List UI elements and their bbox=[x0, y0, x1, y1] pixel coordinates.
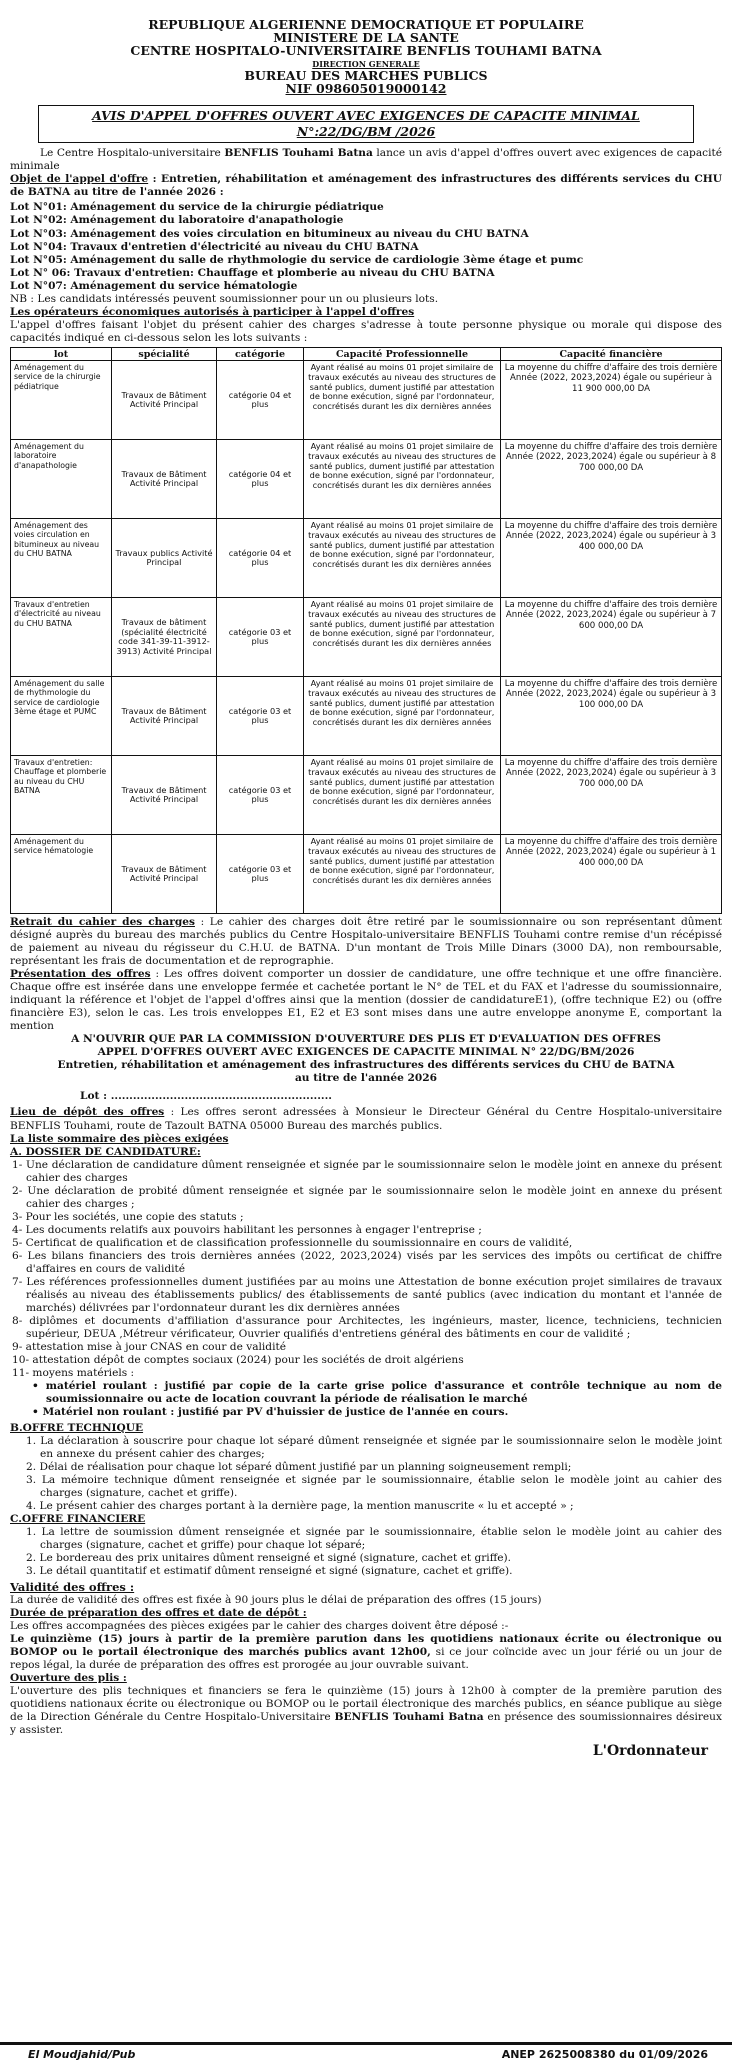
envelope-mention bbox=[10, 1033, 722, 1103]
cell-categorie: catégorie 04 et plus bbox=[217, 440, 304, 519]
duree-label: Durée de préparation des offres et date de dépôt : bbox=[10, 1607, 307, 1620]
mention-lot-line: Lot : ............................................................ bbox=[80, 1090, 332, 1103]
list-item: 1. La déclaration à souscrire pour chaque lot séparé dûment renseignée et signée par le soumissionnaire selon le modèle joint en annexe du présent cahier des charges; bbox=[26, 1434, 722, 1460]
objet-label: Objet de l'appel d'offre bbox=[10, 173, 149, 186]
notice-page bbox=[10, 18, 722, 1759]
list-item: 3. La mémoire technique dûment renseignée et signée par le soumissionnaire, établie selon le modèle joint au cahier des charges (signature, cachet et griffe). bbox=[26, 1473, 722, 1499]
duree-text-2: si ce jour coïncide avec un jour férié ou un jour de repos légal, la durée de préparation des offres est prorogée au jour ouvrable suivant. bbox=[10, 1646, 723, 1672]
header-direction: DIRECTION GENERALE bbox=[312, 59, 420, 70]
header-republic: REPUBLIQUE ALGERIENNE DEMOCRATIQUE ET POPULAIRE bbox=[148, 17, 584, 32]
header-hospital: CENTRE HOSPITALO-UNIVERSITAIRE BENFLIS TOUHAMI BATNA bbox=[130, 43, 602, 59]
ouverture-paragraph bbox=[10, 1685, 722, 1737]
footer-publication: El Moudjahid/Pub bbox=[28, 2048, 136, 2061]
cell-capacite-pro: Ayant réalisé au moins 01 projet similaire de travaux exécutés au niveau des structures de santé publics, dument justifié par attestation de bonne exécution, signé par l'ordonnateur, concrétisés durant les dix dernières années bbox=[304, 677, 501, 756]
list-item: • matériel roulant : justifié par copie de la carte grise police d'assurance et contrôle technique au nom de soumissionnaire ou acte de location couvrant la période de réalisation le marché bbox=[32, 1379, 722, 1405]
header-ministry: MINISTERE DE LA SANTE bbox=[273, 30, 459, 46]
operateurs-label: Les opérateurs économiques autorisés à participer à l'appel d'offres bbox=[10, 306, 415, 319]
cell-capacite-fin: La moyenne du chiffre d'affaire des trois dernière Année (2022, 2023,2024) égale ou supérieur à 1 400 000,00 DA bbox=[501, 835, 722, 914]
ouverture-text: L'ouverture des plis techniques et financiers se fera le quinzième (15) jours à 12h00 à compter de la première parution des quotidiens nationaux écrite ou électronique ou BOMOP ou le portail électronique des marchés publics, en séance publique au siège de la Direction Générale du Centre Hospitalo-Universitaire bbox=[10, 1685, 722, 1724]
presentation-label: Présentation des offres bbox=[10, 968, 151, 981]
list-item: • Matériel non roulant : justifié par PV d'huissier de justice de l'année en cours. bbox=[32, 1405, 509, 1418]
cell-capacite-fin: La moyenne du chiffre d'affaire des trois dernière Année (2022, 2023,2024) égale ou supérieur à 8 700 000,00 DA bbox=[501, 440, 722, 519]
table-row bbox=[11, 677, 722, 756]
col-capacite-pro: Capacité Professionnelle bbox=[304, 348, 501, 361]
objet-paragraph bbox=[10, 173, 722, 199]
list-item: 6- Les bilans financiers des trois dernières années (2022, 2023,2024) visés par les services des impôts ou certificat de chiffre d'affaires en cours de validité bbox=[12, 1249, 722, 1275]
header-nif: NIF 098605019000142 bbox=[285, 80, 447, 96]
ordonnateur-signature: L'Ordonnateur bbox=[592, 1743, 708, 1760]
presentation-text: : Les offres doivent comporter un dossier de candidature, une offre technique et une offre financière. Chaque offre est insérée dans une enveloppe fermée et cachetée portant le N° de TEL et du FAX et l'adresse du soumissionnaire, indiquant la référence et l'objet de l'appel d'offres ainsi que la mention (dossier de candidatureE1), (offre technique E2) ou (offre financière E3), selon le cas. Les trois enveloppes E1, E2 et E3 sont mises dans une autre enveloppe anonyme E, comportant la mention bbox=[10, 968, 722, 1033]
cell-categorie: catégorie 04 et plus bbox=[217, 361, 304, 440]
cell-categorie: catégorie 03 et plus bbox=[217, 835, 304, 914]
cell-capacite-pro: Ayant réalisé au moins 01 projet similaire de travaux exécutés au niveau des structures de santé publics, dument justifié par attestation de bonne exécution, signé par l'ordonnateur, concrétisés durant les dix dernières années bbox=[304, 440, 501, 519]
list-item: 9- attestation mise à jour CNAS en cour de validité bbox=[12, 1340, 286, 1353]
list-item: 2- Une déclaration de probité dûment renseignée et signée par le soumissionnaire selon le modèle joint en annexe du présent cahier des charges ; bbox=[12, 1184, 722, 1210]
duree-text: Les offres accompagnées des pièces exigées par le cahier des charges doivent être déposé :- bbox=[10, 1620, 509, 1633]
header-bureau: BUREAU DES MARCHES PUBLICS bbox=[244, 67, 488, 83]
list-item: 3. Le détail quantitatif et estimatif dûment renseigné et signé (signature, cachet et griffe). bbox=[26, 1565, 513, 1578]
table-header-row bbox=[11, 348, 722, 361]
col-lot: lot bbox=[11, 348, 112, 361]
col-specialite: spécialité bbox=[112, 348, 217, 361]
document-header bbox=[10, 18, 722, 95]
intro-paragraph bbox=[10, 147, 722, 173]
mention-line: A N'OUVRIR QUE PAR LA COMMISSION D'OUVERTURE DES PLIS ET D'EVALUATION DES OFFRES bbox=[71, 1033, 661, 1046]
operateurs-text: L'appel d'offres faisant l'objet du présent cahier des charges s'adresse à toute personne physique ou morale qui dispose des capacités indiqué en ci-dessous selon les lots suivants : bbox=[10, 319, 722, 345]
nb-note: NB : Les candidats intéressés peuvent soumissionner pour un ou plusieurs lots. bbox=[10, 293, 439, 306]
ouverture-hospital: BENFLIS Touhami Batna bbox=[334, 1711, 484, 1724]
bullet-icon: • bbox=[32, 1405, 43, 1418]
list-item: Lot N°03: Aménagement des voies circulation en bitumineux au niveau du CHU BATNA bbox=[10, 227, 529, 240]
list-item: Lot N°07: Aménagement du service hématologie bbox=[10, 280, 298, 293]
cell-capacite-fin: La moyenne du chiffre d'affaire des trois dernière Année (2022, 2023,2024) égale ou supérieur à 7 600 000,00 DA bbox=[501, 598, 722, 677]
cell-capacite-fin: La moyenne du chiffre d'affaire des trois dernière Année (2022, 2023,2024) égale ou supérieur à 3 100 000,00 DA bbox=[501, 677, 722, 756]
duree-paragraph bbox=[10, 1633, 722, 1672]
table-row bbox=[11, 361, 722, 440]
list-item: Lot N°05: Aménagement du salle de rhythmologie du service de cardiologie 3ème étage et pumc bbox=[10, 253, 584, 266]
cell-capacite-fin: La moyenne du chiffre d'affaire des trois dernière Année (2022, 2023,2024) égale ou supérieur à 3 400 000,00 DA bbox=[501, 519, 722, 598]
cell-lot: Aménagement du salle de rhythmologie du service de cardiologie 3ème étage et PUMC bbox=[11, 677, 112, 756]
intro-hospital-name: BENFLIS Touhami Batna bbox=[224, 147, 373, 160]
cell-capacite-pro: Ayant réalisé au moins 01 projet similaire de travaux exécutés au niveau des structures de santé publics, dument justifié par attestation de bonne exécution, signé par l'ordonnateur, concrétisés durant les dix dernières années bbox=[304, 756, 501, 835]
dossier-list bbox=[10, 1159, 722, 1419]
list-item: Lot N°02: Aménagement du laboratoire d'anapathologie bbox=[10, 214, 344, 227]
list-item: Lot N°01: Aménagement du service de la chirurgie pédiatrique bbox=[10, 201, 384, 214]
lot-list bbox=[10, 201, 722, 293]
list-item: 1- Une déclaration de candidature dûment renseignée et signée par le soumissionnaire selon le modèle joint en annexe du présent cahier des charges bbox=[12, 1158, 722, 1184]
cell-categorie: catégorie 03 et plus bbox=[217, 677, 304, 756]
list-item: 2. Délai de réalisation pour chaque lot séparé dûment justifié par un planning soigneusement rempli; bbox=[26, 1460, 572, 1473]
page-footer bbox=[0, 2042, 732, 2065]
cell-specialite: Travaux de Bâtiment Activité Principal bbox=[112, 756, 217, 835]
cell-capacite-fin: La moyenne du chiffre d'affaire des trois dernière Année (2022, 2023,2024) égale ou supérieur à 11 900 000,00 DA bbox=[501, 361, 722, 440]
list-item: 1. La lettre de soumission dûment renseignée et signée par le soumissionnaire, établie selon le modèle joint au cahier des charges (signature, cachet et griffe) pour chaque lot séparé; bbox=[26, 1525, 722, 1551]
technique-list bbox=[10, 1435, 722, 1513]
retrait-label: Retrait du cahier des charges bbox=[10, 916, 195, 929]
retrait-paragraph bbox=[10, 916, 722, 968]
cell-capacite-fin: La moyenne du chiffre d'affaire des trois dernière Année (2022, 2023,2024) égale ou supérieur à 3 700 000,00 DA bbox=[501, 756, 722, 835]
list-item: 2. Le bordereau des prix unitaires dûment renseigné et signé (signature, cachet et griffe). bbox=[26, 1552, 511, 1565]
notice-title-box bbox=[38, 105, 694, 143]
validite-text: La durée de validité des offres est fixée à 90 jours plus le délai de préparation des offres (15 jours) bbox=[10, 1594, 542, 1607]
objet-text: : Entretien, réhabilitation et aménagement des infrastructures des différents services du CHU de BATNA au titre de l'année 2026 : bbox=[10, 173, 723, 199]
table-row bbox=[11, 598, 722, 677]
col-categorie: catégorie bbox=[217, 348, 304, 361]
table-row bbox=[11, 440, 722, 519]
table-row bbox=[11, 756, 722, 835]
list-item: Lot N°04: Travaux d'entretien d'électricité au niveau du CHU BATNA bbox=[10, 240, 419, 253]
presentation-paragraph bbox=[10, 968, 722, 1033]
cell-specialite: Travaux de Bâtiment Activité Principal bbox=[112, 361, 217, 440]
cell-lot: Travaux d'entretien: Chauffage et plomberie au niveau du CHU BATNA bbox=[11, 756, 112, 835]
cell-lot: Aménagement des voies circulation en bitumineux au niveau du CHU BATNA bbox=[11, 519, 112, 598]
list-item: 3- Pour les sociétés, une copie des statuts ; bbox=[12, 1210, 244, 1223]
validite-label: Validité des offres : bbox=[10, 1580, 135, 1595]
mention-line: Entretien, réhabilitation et aménagement des infrastructures des différents services du CHU de BATNA bbox=[57, 1059, 675, 1072]
table-row bbox=[11, 835, 722, 914]
cell-specialite: Travaux de Bâtiment Activité Principal bbox=[112, 677, 217, 756]
lieu-paragraph bbox=[10, 1106, 722, 1132]
list-item: 11- moyens matériels : bbox=[12, 1366, 135, 1379]
list-item: 5- Certificat de qualification et de classification professionnelle du soumissionnaire en cours de validité, bbox=[12, 1236, 573, 1249]
intro-text: Le Centre Hospitalo-universitaire bbox=[40, 147, 225, 160]
bullet-icon: • bbox=[32, 1379, 46, 1392]
financiere-title: C.OFFRE FINANCIERE bbox=[10, 1512, 146, 1525]
cell-specialite: Travaux de Bâtiment Activité Principal bbox=[112, 835, 217, 914]
list-item: 8- diplômes et documents d'affiliation d'assurance pour Architectes, les ingénieurs, master, licence, techniciens, technicien supérieur, DEUA ,Métreur vérificateur, Ouvrier qualifiés d'entretiens général des bâtiments en cour de validité ; bbox=[12, 1314, 722, 1340]
lieu-text: : Les offres seront adressées à Monsieur le Directeur Général du Centre Hospitalo-universitaire BENFLIS Touhami, route de Tazoult BATNA 05000 Bureau des marchés publics. bbox=[10, 1106, 722, 1132]
notice-number: N°:22/DG/BM /2026 bbox=[296, 123, 436, 139]
list-item: 4. Le présent cahier des charges portant à la dernière page, la mention manuscrite « lu et accepté » ; bbox=[26, 1499, 574, 1512]
ouverture-label: Ouverture des plis : bbox=[10, 1672, 127, 1685]
cell-lot: Aménagement du service hématologie bbox=[11, 835, 112, 914]
list-item: Lot N° 06: Travaux d'entretien: Chauffage et plomberie au niveau du CHU BATNA bbox=[10, 266, 495, 279]
cell-lot: Travaux d'entretien d'électricité au niveau du CHU BATNA bbox=[11, 598, 112, 677]
duree-deadline: Le quinzième (15) jours à partir de la première parution dans les quotidiens nationaux écrite ou électronique ou BOMOP ou le portail électronique des marchés publics avant 12h00, bbox=[10, 1633, 722, 1659]
list-item: 10- attestation dépôt de comptes sociaux (2024) pour les sociétés de droit algériens bbox=[12, 1353, 464, 1366]
ouverture-text-2: en présence des soumissionnaires désireux y assister. bbox=[10, 1711, 722, 1737]
lieu-label: Lieu de dépôt des offres bbox=[10, 1106, 165, 1119]
cell-categorie: catégorie 04 et plus bbox=[217, 519, 304, 598]
dossier-title: A. DOSSIER DE CANDIDATURE: bbox=[10, 1145, 201, 1158]
cell-specialite: Travaux publics Activité Principal bbox=[112, 519, 217, 598]
cell-capacite-pro: Ayant réalisé au moins 01 projet similaire de travaux exécutés au niveau des structures de santé publics, dument justifié par attestation de bonne exécution, signé par l'ordonnateur, concrétisés durant les dix dernières années bbox=[304, 598, 501, 677]
technique-title: B.OFFRE TECHNIQUE bbox=[10, 1421, 144, 1434]
cell-capacite-pro: Ayant réalisé au moins 01 projet similaire de travaux exécutés au niveau des structures de santé publics, dument justifié par attestation de bonne exécution, signé par l'ordonnateur, concrétisés durant les dix dernières années bbox=[304, 361, 501, 440]
cell-categorie: catégorie 03 et plus bbox=[217, 598, 304, 677]
retrait-text: : Le cahier des charges doit être retiré par le soumissionnaire ou son représentant dûment désigné auprès du bureau des marchés publics du Centre Hospitalo-universitaire BENFLIS Touhami contre remise d'un récépissé de paiement au niveau du régisseur du C.H.U. de BATNA. D'un montant de Trois Mille Dinars (3000 DA), non remboursable, représentant les frais de documentation et de reprographie. bbox=[10, 916, 722, 968]
col-capacite-fin: Capacité financière bbox=[501, 348, 722, 361]
notice-title: AVIS D'APPEL D'OFFRES OUVERT AVEC EXIGENCES DE CAPACITE MINIMAL bbox=[92, 108, 640, 124]
cell-lot: Aménagement du laboratoire d'anapathologie bbox=[11, 440, 112, 519]
cell-capacite-pro: Ayant réalisé au moins 01 projet similaire de travaux exécutés au niveau des structures de santé publics, dument justifié par attestation de bonne exécution, signé par l'ordonnateur, concrétisés durant les dix dernières années bbox=[304, 519, 501, 598]
financiere-list bbox=[10, 1526, 722, 1578]
list-item: 4- Les documents relatifs aux pouvoirs habilitant les personnes à engager l'entreprise ; bbox=[12, 1223, 482, 1236]
mention-line: APPEL D'OFFRES OUVERT AVEC EXIGENCES DE CAPACITE MINIMAL N° 22/DG/BM/2026 bbox=[97, 1046, 635, 1059]
cell-capacite-pro: Ayant réalisé au moins 01 projet similaire de travaux exécutés au niveau des structures de santé publics, dument justifié par attestation de bonne exécution, signé par l'ordonnateur, concrétisés durant les dix dernières années bbox=[304, 835, 501, 914]
cell-categorie: catégorie 03 et plus bbox=[217, 756, 304, 835]
cell-specialite: Travaux de Bâtiment Activité Principal bbox=[112, 440, 217, 519]
footer-anep-reference: ANEP 2625008380 du 01/09/2026 bbox=[501, 2048, 708, 2061]
intro-text-2: lance un avis d'appel d'offres ouvert avec exigences de capacité minimale bbox=[10, 147, 722, 173]
capacity-table bbox=[10, 347, 722, 914]
cell-lot: Aménagement du service de la chirurgie pédiatrique bbox=[11, 361, 112, 440]
cell-specialite: Travaux de bâtiment (spécialité électricité code 341-39-11-3912-3913) Activité Principal bbox=[112, 598, 217, 677]
table-row bbox=[11, 519, 722, 598]
list-item: 7- Les références professionnelles dument justifiées par au moins une Attestation de bonne exécution projet similaires de travaux réalisés au niveau des établissements publics/ des établissements de santé publics (avec indication du montant et l'année de marchés) délivrées par l'ordonnateur durant les dix dernières années bbox=[12, 1275, 722, 1314]
pieces-title: La liste sommaire des pièces exigées bbox=[10, 1132, 229, 1145]
mention-line: au titre de l'année 2026 bbox=[294, 1072, 438, 1085]
